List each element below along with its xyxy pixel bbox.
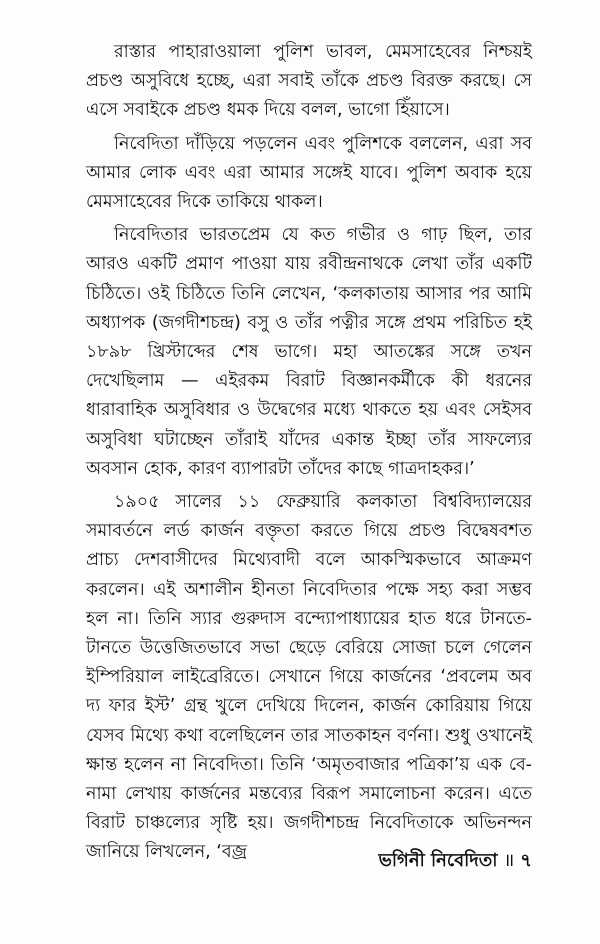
paragraph-police: রাস্তার পাহারাওয়ালা পুলিশ ভাবল, মেমসাহেবের নিশ্চয়ই প্রচণ্ড অসুবিধে হচ্ছে, এরা সবাই তাঁকে প্রচণ্ড বিরক্ত করছে। সে এসে সবাইকে প্রচণ্ড ধমক দিয়ে বলল, ভাগো হিঁয়াসে।: [86, 42, 532, 121]
paragraph-curzon: ১৯০৫ সালের ১১ ফেব্রুয়ারি কলকাতা বিশ্ববিদ্যালয়ের সমাবর্তনে লর্ড কার্জন বক্তৃতা করতে গিয়ে প্রচণ্ড বিদ্বেষবশত প্রাচ্য দেশবাসীদের মিথ্যেবাদী বলে আকস্মিকভাবে আক্রমণ করলেন। এই অশালীন হীনতা নিবেদিতার পক্ষে সহ্য করা সম্ভব হল না। তিনি স্যার গুরুদাস বন্দ্যোপাধ্যায়ের হাত ধরে টানতে-টানতে উত্তেজিতভাবে সভা ছেড়ে বেরিয়ে সোজা চলে গেলেন ইম্পিরিয়াল লাইব্রেরিতে। সেখানে গিয়ে কার্জনের ‘প্রবলেম অব দ্য ফার ইস্ট’ গ্রন্থ খুলে দেখিয়ে দিলেন, কার্জন কোরিয়ায় গিয়ে যেসব মিথ্যে কথা বলেছিলেন তার সাতকাহন বর্ণনা। শুধু ওখানেই ক্ষান্ত হলেন না নিবেদিতা। তিনি ‘অমৃতবাজার পত্রিকা’য় এক বে-নামা লেখায় কার্জনের মন্তব্যের বিরূপ সমালোচনা করেন। এতে বিরাট চাঞ্চল্যের সৃষ্টি হয়। জগদীশচন্দ্র নিবেদিতাকে অভিনন্দন জানিয়ে লিখলেন, ‘বজ্র: [86, 492, 532, 863]
page-footer: [0, 846, 532, 877]
body-text: [86, 38, 532, 872]
running-title: ভগিনী নিবেদিতা: [378, 850, 498, 871]
page-number: ৭: [520, 850, 532, 871]
paragraph-letter: নিবেদিতার ভারতপ্রেম যে কত গভীর ও গাঢ় ছিল, তার আরও একটি প্রমাণ পাওয়া যায় রবীন্দ্রনাথকে লেখা তাঁর একটি চিঠিতে। ওই চিঠিতে তিনি লেখেন, ‘কলকাতায় আসার পর আমি অধ্যাপক (জগদীশচন্দ্র) বসু ও তাঁর পত্নীর সঙ্গে প্রথম পরিচিত হই ১৮৯৮ খ্রিস্টাব্দের শেষ ভাগে। মহা আতঙ্কের সঙ্গে তখন দেখেছিলাম — এইরকম বিরাট বিজ্ঞানকর্মীকে কী ধরনের ধারাবাহিক অসুবিধার ও উদ্বেগের মধ্যে থাকতে হয় এবং সেইসব অসুবিধা ঘটাচ্ছেন তাঁরাই যাঁদের একান্ত ইচ্ছা তাঁর সাফল্যের অবসান হোক, কারণ ব্যাপারটা তাঁদের কাছে গাত্রদাহকর।’: [86, 225, 532, 479]
footer-separator: ॥: [503, 850, 515, 871]
paragraph-nivedita-reply: নিবেদিতা দাঁড়িয়ে পড়লেন এবং পুলিশকে বললেন, এরা সব আমার লোক এবং এরা আমার সঙ্গেই যাবে। পুলিশ অবাক হয়ে মেমসাহেবের দিকে তাকিয়ে থাকল।: [86, 133, 532, 213]
